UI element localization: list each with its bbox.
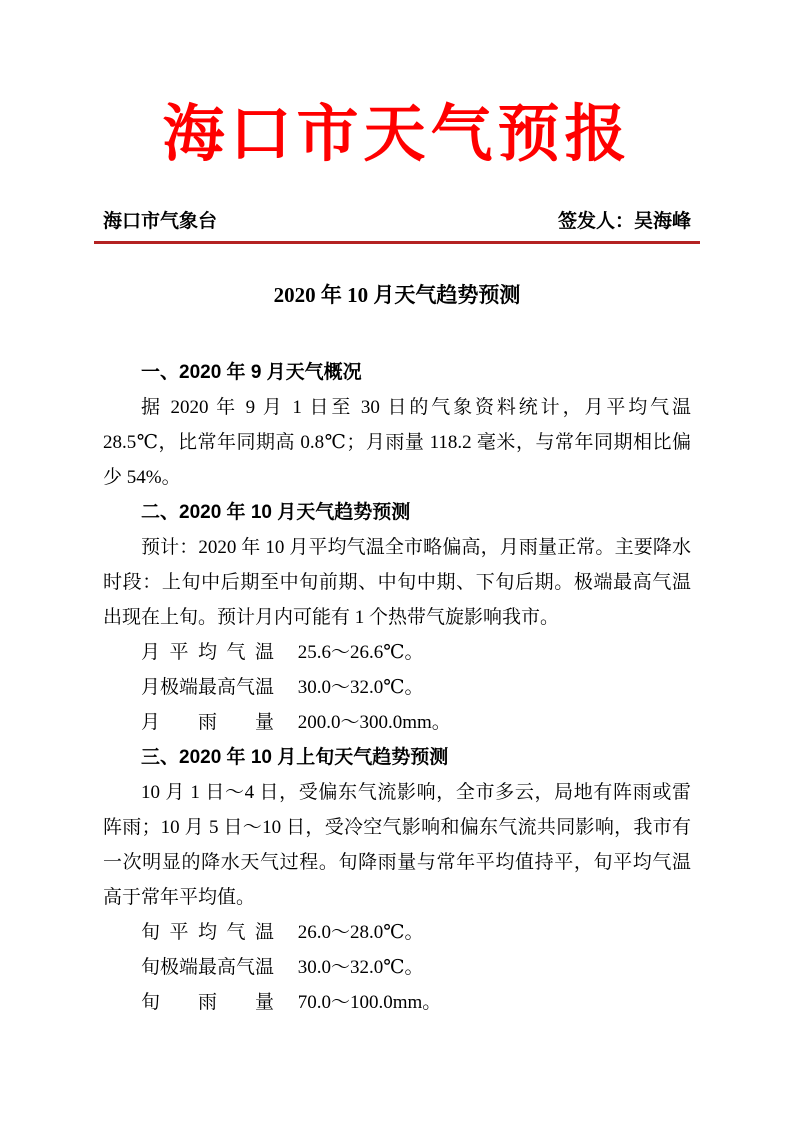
signer-name: 签发人：吴海峰 xyxy=(557,211,691,233)
stat-label: 月平均气温 xyxy=(141,642,274,664)
section-3-paragraph: 10 月 1 日～4 日，受偏东气流影响，全市多云，局地有阵雨或雷阵雨；10 月 5 日～10 日，受冷空气影响和偏东气流共同影响，我市有一次明显的降水天气过程。旬降雨量与常年平均值持平，旬平均气温高于常年平均值。 xyxy=(103,782,691,909)
tenday-rainfall-row xyxy=(141,985,691,1020)
section-1-heading: 一、2020 年 9 月天气概况 xyxy=(141,362,362,384)
monthly-avg-temp-row xyxy=(141,635,691,670)
letterhead-title: 海口市天气预报 xyxy=(162,100,632,169)
stat-label: 旬雨量 xyxy=(141,992,274,1014)
tenday-avg-temp-row xyxy=(141,915,691,950)
stat-label: 月雨量 xyxy=(141,712,274,734)
doc-body xyxy=(103,355,691,1020)
stat-label: 月极端最高气温 xyxy=(141,677,275,699)
section-3-heading: 三、2020 年 10 月上旬天气趋势预测 xyxy=(141,747,449,769)
stat-value: 26.0～28.0℃。 xyxy=(297,922,424,944)
section-1-paragraph: 据 2020 年 9 月 1 日至 30 日的气象资料统计，月平均气温 28.5℃，比常年同期高 0.8℃；月雨量 118.2 毫米，与常年同期相比偏少 54%。 xyxy=(103,397,691,489)
stat-value: 70.0～100.0mm。 xyxy=(297,992,442,1014)
monthly-extreme-max-temp-row xyxy=(141,670,691,705)
stat-value: 30.0～32.0℃。 xyxy=(297,957,424,979)
stat-label: 旬极端最高气温 xyxy=(141,957,275,979)
stat-value: 200.0～300.0mm。 xyxy=(297,712,451,734)
stat-label: 旬平均气温 xyxy=(141,922,274,944)
section-2-heading: 二、2020 年 10 月天气趋势预测 xyxy=(141,502,411,524)
stat-value: 25.6～26.6℃。 xyxy=(297,642,424,664)
letterhead-meta-row xyxy=(103,210,691,234)
stat-value: 30.0～32.0℃。 xyxy=(297,677,424,699)
letterhead-divider-rule xyxy=(94,241,700,244)
issuer-name: 海口市气象台 xyxy=(103,211,218,233)
section-2-paragraph: 预计：2020 年 10 月平均气温全市略偏高，月雨量正常。主要降水时段：上旬中后期至中旬前期、中旬中期、下旬后期。极端最高气温出现在上旬。预计月内可能有 1 个热带气旋影响我市。 xyxy=(103,537,691,629)
monthly-rainfall-row xyxy=(141,705,691,740)
doc-title: 2020 年 10 月天气趋势预测 xyxy=(273,283,521,308)
tenday-extreme-max-temp-row xyxy=(141,950,691,985)
